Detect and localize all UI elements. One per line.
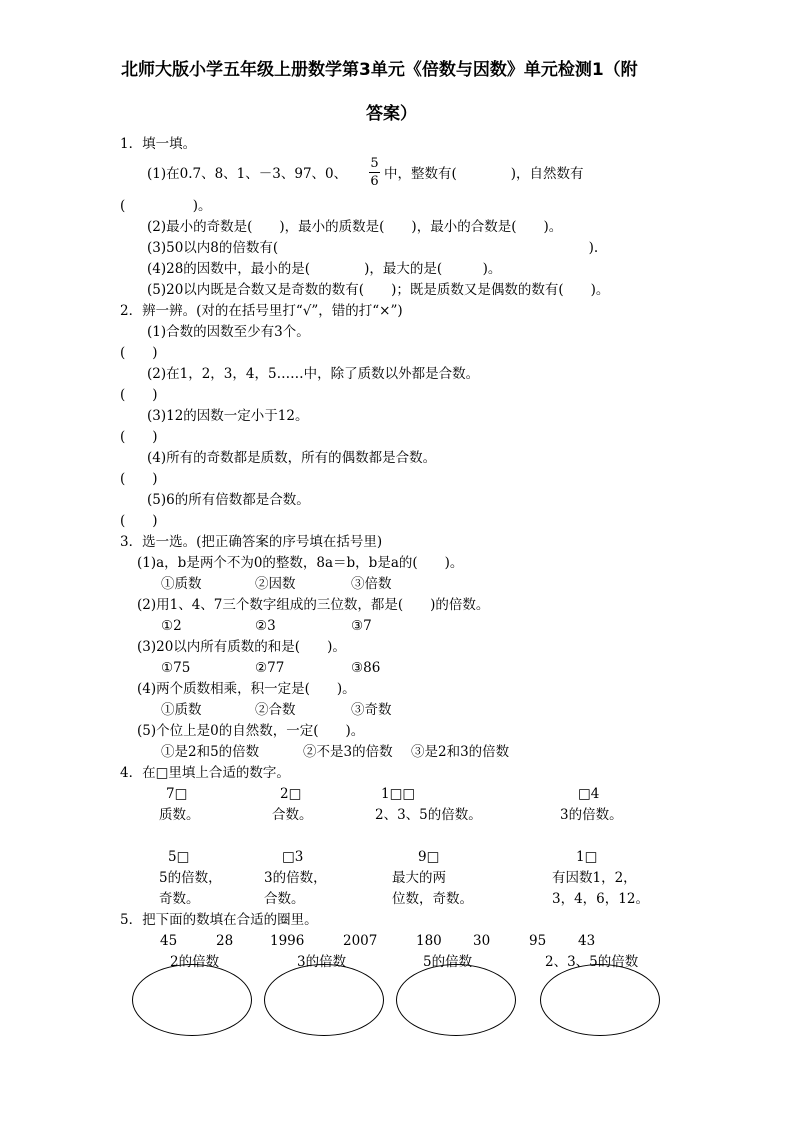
s5-number: 30 (473, 933, 491, 949)
s3-q1-option-c: ③倍数 (351, 576, 392, 592)
s4-condition: 位数，奇数。 (392, 891, 473, 907)
s4-condition: 合数。 (272, 807, 313, 823)
s1-q3: (3)50以内8的倍数有( ). (147, 240, 599, 256)
s5-number: 45 (160, 933, 178, 949)
s4-number-box: 1□□ (381, 786, 416, 802)
s5-circle-label-3: 3的倍数 (297, 954, 347, 970)
s3-q2-option-a: ①2 (161, 618, 182, 634)
s4-number-box: 1□ (576, 849, 598, 865)
fraction-five-sixths (369, 157, 380, 188)
s1-q5: (5)20以内既是合数又是奇数的数有( )；既是质数又是偶数的数有( )。 (147, 282, 610, 298)
s4-number-box: 2□ (280, 786, 302, 802)
s4-condition: 有因数1，2， (552, 870, 637, 886)
s3-q1-option-a: ①质数 (161, 576, 202, 592)
s3-q4: (4)两个质数相乘，积一定是( )。 (137, 681, 356, 697)
s2-answer-blank-4: ( ) (120, 471, 158, 487)
s3-q4-option-c: ③奇数 (351, 702, 392, 718)
s4-number-box: 7□ (166, 786, 188, 802)
s3-q5: (5)个位上是0的自然数，一定( )。 (137, 723, 365, 739)
s5-number: 2007 (343, 933, 378, 949)
s5-circle-label-235: 2、3、5的倍数 (545, 954, 639, 970)
s3-q3-option-b: ②77 (255, 660, 285, 676)
s4-condition: 3，4，6，12。 (552, 891, 649, 907)
section-1-heading: 1．填一填。 (120, 136, 197, 152)
s2-item-2: (2)在1，2，3，4，5……中，除了质数以外都是合数。 (147, 366, 480, 382)
s5-number: 180 (416, 933, 442, 949)
s4-condition: 5的倍数， (159, 870, 222, 886)
answer-oval-multiples-of-2-3-5 (540, 964, 660, 1036)
fraction-denominator: 6 (370, 174, 379, 189)
section-4-heading: 4．在□里填上合适的数字。 (120, 765, 290, 781)
s2-item-1: (1)合数的因数至少有3个。 (147, 324, 310, 340)
s2-answer-blank-3: ( ) (120, 429, 158, 445)
s5-circle-label-2: 2的倍数 (170, 954, 220, 970)
s3-q2: (2)用1、4、7三个数字组成的三位数，都是( )的倍数。 (137, 597, 490, 613)
s1-q2: (2)最小的奇数是( )，最小的质数是( )，最小的合数是( )。 (147, 219, 563, 235)
fraction-numerator: 5 (370, 156, 379, 171)
s1-q4: (4)28的因数中，最小的是( )，最大的是( )。 (147, 261, 502, 277)
s4-number-box: □3 (282, 849, 304, 865)
s2-item-3: (3)12的因数一定小于12。 (147, 408, 309, 424)
answer-oval-multiples-of-5 (396, 964, 516, 1036)
s3-q4-option-b: ②合数 (255, 702, 296, 718)
s3-q3-option-c: ③86 (351, 660, 381, 676)
s5-number: 28 (216, 933, 234, 949)
s4-condition: 最大的两 (392, 870, 446, 886)
s4-condition: 奇数。 (159, 891, 200, 907)
page-title: 北师大版小学五年级上册数学第3单元《倍数与因数》单元检测1（附 (121, 60, 638, 80)
s4-number-box: □4 (578, 786, 600, 802)
s3-q3-option-a: ①75 (161, 660, 191, 676)
s3-q5-option-a: ①是2和5的倍数 (161, 744, 260, 760)
s4-condition: 合数。 (264, 891, 305, 907)
s3-q3: (3)20以内所有质数的和是( )。 (137, 639, 346, 655)
s5-circle-label-5: 5的倍数 (423, 954, 473, 970)
section-5-heading: 5．把下面的数填在合适的圈里。 (120, 912, 318, 928)
s4-condition: 3的倍数， (264, 870, 327, 886)
s3-q2-option-b: ②3 (255, 618, 276, 634)
s3-q1-option-b: ②因数 (255, 576, 296, 592)
section-2-heading: 2．辨一辨。(对的在括号里打“√”，错的打“×”) (120, 303, 403, 319)
s5-number: 1996 (270, 933, 305, 949)
fraction-bar (369, 172, 380, 173)
s3-q5-option-c: ③是2和3的倍数 (411, 744, 510, 760)
section-3-heading: 3．选一选。(把正确答案的序号填在括号里) (120, 534, 383, 550)
s2-answer-blank-2: ( ) (120, 387, 158, 403)
s4-condition: 质数。 (159, 807, 200, 823)
s2-answer-blank-1: ( ) (120, 345, 158, 361)
s2-item-4: (4)所有的奇数都是质数，所有的偶数都是合数。 (147, 450, 437, 466)
s5-number: 95 (529, 933, 547, 949)
s3-q1: (1)a，b是两个不为0的整数，8a＝b，b是a的( )。 (137, 555, 464, 571)
s4-number-box: 5□ (168, 849, 190, 865)
s5-number: 43 (578, 933, 596, 949)
s1-q1-suffix: 中，整数有( )，自然数有 (384, 166, 584, 182)
s3-q5-option-b: ②不是3的倍数 (303, 744, 393, 760)
s2-answer-blank-5: ( ) (120, 513, 158, 529)
s1-q1-tail: ( )。 (120, 198, 212, 214)
s4-condition: 2、3、5的倍数。 (375, 807, 482, 823)
answer-oval-multiples-of-3 (264, 964, 384, 1036)
s1-q1-prefix: (1)在0.7、8、1、－3、97、0、 (147, 166, 348, 182)
s2-item-5: (5)6的所有倍数都是合数。 (147, 492, 310, 508)
s4-number-box: 9□ (418, 849, 440, 865)
answer-oval-multiples-of-2 (132, 964, 252, 1036)
page-title-cont: 答案） (366, 104, 417, 124)
s3-q2-option-c: ③7 (351, 618, 372, 634)
s4-condition: 3的倍数。 (560, 807, 623, 823)
s3-q4-option-a: ①质数 (161, 702, 202, 718)
